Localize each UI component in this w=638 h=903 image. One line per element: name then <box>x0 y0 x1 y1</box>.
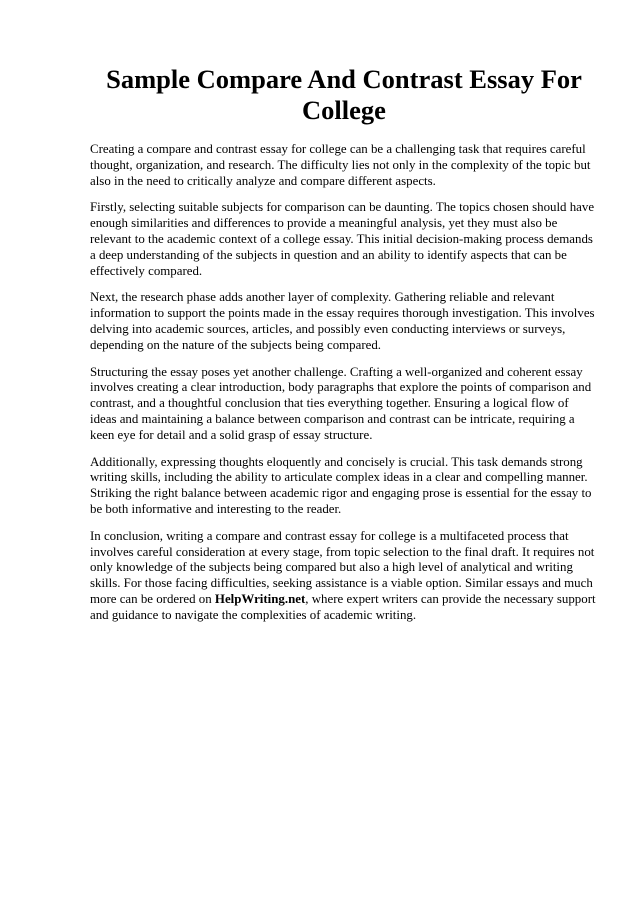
paragraph-selecting-subjects: Firstly, selecting suitable subjects for comparison can be daunting. The topics chosen should have enough similarities and differences to provide a meaningful analysis, yet they must also be relevant to the academic context of a college essay. This initial decision-making process demands a deep understanding of the subjects in question and an ability to identify aspects that can be effectively compared. <box>90 200 595 278</box>
paragraph-research: Next, the research phase adds another layer of complexity. Gathering reliable and relevant information to support the points made in the essay requires thorough investigation. This involves delving into academic sources, articles, and possibly even conducting interviews or surveys, depending on the nature of the subjects being compared. <box>90 290 595 352</box>
paragraph-structuring: Structuring the essay poses yet another challenge. Crafting a well-organized and coherent essay involves creating a clear introduction, body paragraphs that explore the points of comparison and contrast, and a thoughtful conclusion that ties everything together. Ensuring a logical flow of ideas and maintaining a balance between comparison and contrast can be intricate, requiring a keen eye for detail and a solid grasp of essay structure. <box>90 364 592 442</box>
helpwriting-link[interactable]: HelpWriting.net <box>214 591 306 606</box>
paragraph-expressing: Additionally, expressing thoughts eloquently and concisely is crucial. This task demands strong writing skills, including the ability to articulate complex ideas in a clear and compelling manner. Striking the right balance between academic rigor and engaging prose is essential for the essay to be both informative and interesting to the reader. <box>90 454 592 516</box>
document-page <box>90 64 598 635</box>
paragraph-conclusion <box>90 529 598 624</box>
document-title: Sample Compare And Contrast Essay For College <box>106 64 582 125</box>
conclusion-text-before-link: In conclusion, writing a compare and contrast essay for college is a multifaceted process that involves careful consideration at every stage, from topic selection to the final draft. It requires not only knowledge of the subjects being compared but also a high level of analytical and writing skills. For those facing difficulties, seeking assistance is a viable option. Similar essays and much more can be ordered on <box>90 528 595 606</box>
paragraph-intro: Creating a compare and contrast essay for college can be a challenging task that requires careful thought, organization, and research. The difficulty lies not only in the complexity of the topic but also in the need to critically analyze and compare different aspects. <box>90 142 591 188</box>
conclusion-text-after-link: , where expert writers can provide the necessary support and guidance to navigate the complexities of academic writing. <box>90 591 596 622</box>
